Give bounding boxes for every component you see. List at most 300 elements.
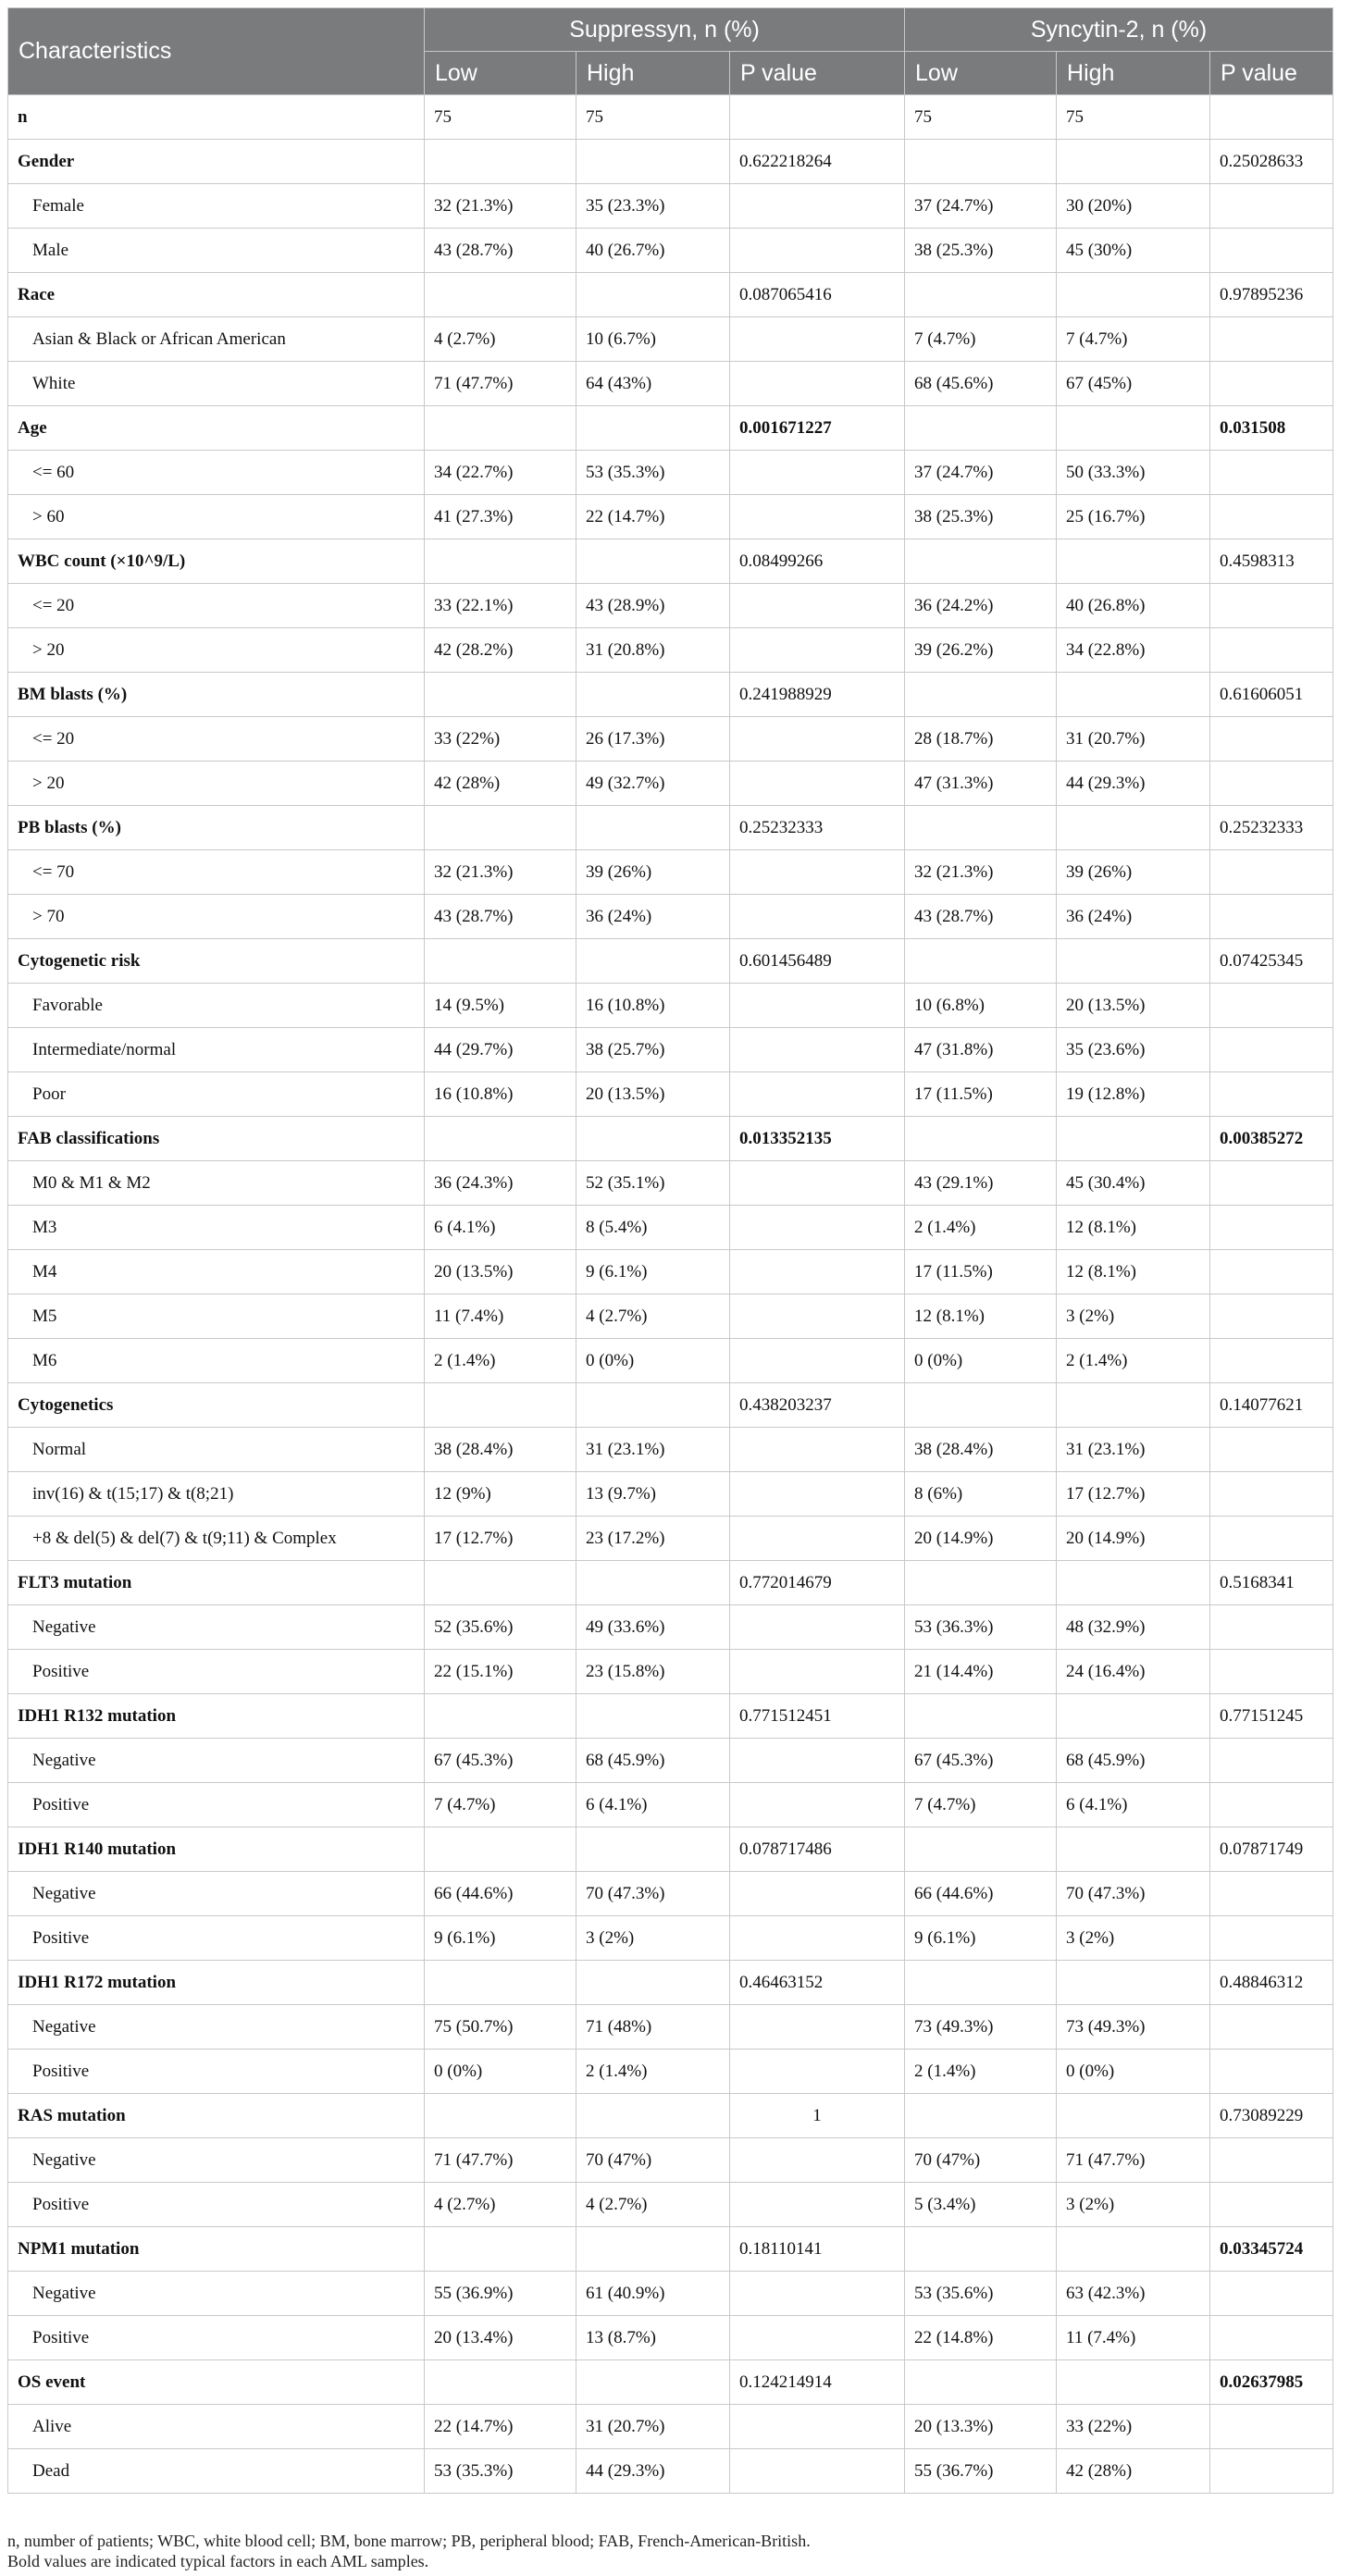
- row-label: FLT3 mutation: [8, 1561, 425, 1605]
- cell-syncytin-2-pvalue: [1210, 95, 1333, 140]
- table-row: [8, 2405, 1333, 2449]
- category-row: [8, 1383, 1333, 1428]
- cell-syncytin-2-pvalue: [1210, 2183, 1333, 2227]
- cell-suppressyn-pvalue: 0.124214914: [730, 2360, 905, 2405]
- cell-syncytin-2-pvalue: [1210, 229, 1333, 273]
- table-row: [8, 1028, 1333, 1072]
- header-syncytin-2-high: High: [1057, 52, 1210, 95]
- cell-suppressyn-high: 40 (26.7%): [576, 229, 730, 273]
- table-row: [8, 584, 1333, 628]
- cell-syncytin-2-low: 43 (29.1%): [905, 1161, 1057, 1206]
- cell-syncytin-2-low: 47 (31.3%): [905, 762, 1057, 806]
- category-row: [8, 273, 1333, 317]
- cell-syncytin-2-low: 47 (31.8%): [905, 1028, 1057, 1072]
- cell-suppressyn-low: [425, 1961, 576, 2005]
- cell-syncytin-2-pvalue: [1210, 451, 1333, 495]
- cell-syncytin-2-pvalue: 0.02637985: [1210, 2360, 1333, 2405]
- cell-syncytin-2-pvalue: 0.73089229: [1210, 2094, 1333, 2138]
- category-row: [8, 939, 1333, 984]
- table-row: [8, 1072, 1333, 1117]
- cell-syncytin-2-low: 66 (44.6%): [905, 1872, 1057, 1916]
- cell-suppressyn-pvalue: 0.001671227: [730, 406, 905, 451]
- cell-suppressyn-low: 55 (36.9%): [425, 2272, 576, 2316]
- cell-syncytin-2-high: 20 (13.5%): [1057, 984, 1210, 1028]
- cell-suppressyn-pvalue: [730, 2005, 905, 2050]
- cell-suppressyn-pvalue: [730, 984, 905, 1028]
- row-label: PB blasts (%): [8, 806, 425, 850]
- cell-suppressyn-pvalue: 0.013352135: [730, 1117, 905, 1161]
- table-row: [8, 184, 1333, 229]
- cell-suppressyn-high: 49 (33.6%): [576, 1605, 730, 1650]
- cell-suppressyn-low: 42 (28%): [425, 762, 576, 806]
- cell-syncytin-2-low: 5 (3.4%): [905, 2183, 1057, 2227]
- cell-syncytin-2-high: 67 (45%): [1057, 362, 1210, 406]
- cell-syncytin-2-pvalue: [1210, 717, 1333, 762]
- row-label: > 60: [8, 495, 425, 539]
- cell-suppressyn-low: 71 (47.7%): [425, 2138, 576, 2183]
- cell-syncytin-2-pvalue: 0.77151245: [1210, 1694, 1333, 1739]
- cell-suppressyn-low: 67 (45.3%): [425, 1739, 576, 1783]
- cell-suppressyn-low: 33 (22%): [425, 717, 576, 762]
- cell-suppressyn-low: 42 (28.2%): [425, 628, 576, 673]
- cell-suppressyn-high: [576, 1827, 730, 1872]
- cell-suppressyn-high: 13 (8.7%): [576, 2316, 730, 2360]
- cell-suppressyn-pvalue: [730, 850, 905, 895]
- row-label: Negative: [8, 2272, 425, 2316]
- cell-syncytin-2-high: 35 (23.6%): [1057, 1028, 1210, 1072]
- row-label: NPM1 mutation: [8, 2227, 425, 2272]
- cell-syncytin-2-low: 39 (26.2%): [905, 628, 1057, 673]
- cell-suppressyn-high: 49 (32.7%): [576, 762, 730, 806]
- cell-syncytin-2-low: 7 (4.7%): [905, 317, 1057, 362]
- cell-suppressyn-low: 17 (12.7%): [425, 1517, 576, 1561]
- cell-suppressyn-high: [576, 1383, 730, 1428]
- row-label: IDH1 R140 mutation: [8, 1827, 425, 1872]
- cell-suppressyn-low: 20 (13.4%): [425, 2316, 576, 2360]
- cell-suppressyn-high: 68 (45.9%): [576, 1739, 730, 1783]
- cell-suppressyn-high: [576, 1694, 730, 1739]
- cell-suppressyn-pvalue: 1: [730, 2094, 905, 2138]
- cell-syncytin-2-high: 31 (23.1%): [1057, 1428, 1210, 1472]
- cell-syncytin-2-pvalue: [1210, 628, 1333, 673]
- cell-syncytin-2-high: 75: [1057, 95, 1210, 140]
- cell-suppressyn-low: 22 (14.7%): [425, 2405, 576, 2449]
- cell-suppressyn-high: 75: [576, 95, 730, 140]
- cell-syncytin-2-low: 38 (25.3%): [905, 229, 1057, 273]
- cell-suppressyn-low: 36 (24.3%): [425, 1161, 576, 1206]
- cell-syncytin-2-high: [1057, 539, 1210, 584]
- cell-syncytin-2-pvalue: 0.00385272: [1210, 1117, 1333, 1161]
- row-label: inv(16) & t(15;17) & t(8;21): [8, 1472, 425, 1517]
- row-label: Poor: [8, 1072, 425, 1117]
- cell-suppressyn-pvalue: [730, 2183, 905, 2227]
- row-label: Favorable: [8, 984, 425, 1028]
- cell-syncytin-2-high: [1057, 939, 1210, 984]
- cell-suppressyn-low: [425, 673, 576, 717]
- table-row: [8, 1339, 1333, 1383]
- category-row: [8, 806, 1333, 850]
- cell-syncytin-2-high: 0 (0%): [1057, 2050, 1210, 2094]
- cell-suppressyn-pvalue: [730, 1206, 905, 1250]
- table-row: [8, 984, 1333, 1028]
- table-row: [8, 2183, 1333, 2227]
- category-row: [8, 673, 1333, 717]
- cell-suppressyn-high: 0 (0%): [576, 1339, 730, 1383]
- cell-suppressyn-low: 32 (21.3%): [425, 184, 576, 229]
- cell-syncytin-2-low: [905, 1383, 1057, 1428]
- cell-syncytin-2-high: 3 (2%): [1057, 1294, 1210, 1339]
- row-label: Cytogenetic risk: [8, 939, 425, 984]
- cell-syncytin-2-low: 0 (0%): [905, 1339, 1057, 1383]
- cell-suppressyn-low: [425, 1383, 576, 1428]
- cell-suppressyn-low: [425, 1827, 576, 1872]
- row-label: <= 70: [8, 850, 425, 895]
- cell-syncytin-2-pvalue: [1210, 1916, 1333, 1961]
- cell-suppressyn-low: [425, 1117, 576, 1161]
- cell-suppressyn-high: 22 (14.7%): [576, 495, 730, 539]
- cell-syncytin-2-high: 2 (1.4%): [1057, 1339, 1210, 1383]
- cell-syncytin-2-low: 17 (11.5%): [905, 1250, 1057, 1294]
- cell-suppressyn-low: 11 (7.4%): [425, 1294, 576, 1339]
- cell-syncytin-2-pvalue: [1210, 850, 1333, 895]
- cell-suppressyn-pvalue: 0.08499266: [730, 539, 905, 584]
- cell-syncytin-2-high: 33 (22%): [1057, 2405, 1210, 2449]
- row-label: <= 20: [8, 584, 425, 628]
- cell-suppressyn-pvalue: 0.771512451: [730, 1694, 905, 1739]
- table-row: [8, 1650, 1333, 1694]
- cell-suppressyn-high: 10 (6.7%): [576, 317, 730, 362]
- cell-syncytin-2-pvalue: 0.14077621: [1210, 1383, 1333, 1428]
- footnote-abbreviations: n, number of patients; WBC, white blood cell; BM, bone marrow; PB, peripheral blood; FAB, French-American-British.: [7, 2532, 811, 2550]
- cell-syncytin-2-high: [1057, 2360, 1210, 2405]
- header-suppressyn-low: Low: [425, 52, 576, 95]
- characteristics-table: [7, 7, 1333, 2494]
- cell-suppressyn-pvalue: 0.772014679: [730, 1561, 905, 1605]
- row-label: Male: [8, 229, 425, 273]
- cell-suppressyn-high: 52 (35.1%): [576, 1161, 730, 1206]
- cell-suppressyn-low: 38 (28.4%): [425, 1428, 576, 1472]
- cell-suppressyn-high: 61 (40.9%): [576, 2272, 730, 2316]
- table-row: [8, 1428, 1333, 1472]
- table-row: [8, 762, 1333, 806]
- header-syncytin-2-low: Low: [905, 52, 1057, 95]
- cell-suppressyn-low: 71 (47.7%): [425, 362, 576, 406]
- category-row: [8, 140, 1333, 184]
- cell-suppressyn-pvalue: [730, 1872, 905, 1916]
- cell-suppressyn-pvalue: 0.622218264: [730, 140, 905, 184]
- cell-syncytin-2-low: 53 (36.3%): [905, 1605, 1057, 1650]
- cell-suppressyn-pvalue: [730, 229, 905, 273]
- row-label: WBC count (×10^9/L): [8, 539, 425, 584]
- row-label: Normal: [8, 1428, 425, 1472]
- cell-syncytin-2-pvalue: [1210, 1250, 1333, 1294]
- row-label: Negative: [8, 2005, 425, 2050]
- cell-suppressyn-low: 43 (28.7%): [425, 229, 576, 273]
- row-label: M0 & M1 & M2: [8, 1161, 425, 1206]
- row-label: Positive: [8, 2050, 425, 2094]
- row-label: Asian & Black or African American: [8, 317, 425, 362]
- row-label: M4: [8, 1250, 425, 1294]
- row-label: OS event: [8, 2360, 425, 2405]
- cell-suppressyn-high: 71 (48%): [576, 2005, 730, 2050]
- cell-syncytin-2-low: 70 (47%): [905, 2138, 1057, 2183]
- cell-syncytin-2-high: 7 (4.7%): [1057, 317, 1210, 362]
- cell-syncytin-2-low: 2 (1.4%): [905, 1206, 1057, 1250]
- category-row: [8, 1827, 1333, 1872]
- cell-suppressyn-high: [576, 1961, 730, 2005]
- cell-syncytin-2-high: 50 (33.3%): [1057, 451, 1210, 495]
- cell-suppressyn-pvalue: [730, 495, 905, 539]
- cell-suppressyn-low: 43 (28.7%): [425, 895, 576, 939]
- cell-syncytin-2-low: 36 (24.2%): [905, 584, 1057, 628]
- cell-suppressyn-low: 12 (9%): [425, 1472, 576, 1517]
- cell-syncytin-2-low: [905, 806, 1057, 850]
- cell-suppressyn-high: 35 (23.3%): [576, 184, 730, 229]
- cell-suppressyn-pvalue: [730, 1916, 905, 1961]
- cell-syncytin-2-low: 2 (1.4%): [905, 2050, 1057, 2094]
- cell-syncytin-2-low: 68 (45.6%): [905, 362, 1057, 406]
- table-row: [8, 1783, 1333, 1827]
- category-row: [8, 1561, 1333, 1605]
- cell-suppressyn-pvalue: [730, 184, 905, 229]
- row-label: Negative: [8, 1872, 425, 1916]
- cell-syncytin-2-low: [905, 1117, 1057, 1161]
- cell-syncytin-2-pvalue: [1210, 762, 1333, 806]
- cell-suppressyn-pvalue: 0.078717486: [730, 1827, 905, 1872]
- category-row: [8, 1961, 1333, 2005]
- cell-syncytin-2-high: [1057, 406, 1210, 451]
- table-row: [8, 451, 1333, 495]
- table-row: [8, 495, 1333, 539]
- cell-syncytin-2-pvalue: [1210, 1294, 1333, 1339]
- cell-syncytin-2-high: 19 (12.8%): [1057, 1072, 1210, 1117]
- cell-syncytin-2-high: 48 (32.9%): [1057, 1605, 1210, 1650]
- table-row: [8, 1605, 1333, 1650]
- cell-suppressyn-high: 38 (25.7%): [576, 1028, 730, 1072]
- table-row: [8, 2050, 1333, 2094]
- cell-syncytin-2-high: [1057, 806, 1210, 850]
- cell-suppressyn-low: [425, 1694, 576, 1739]
- cell-suppressyn-high: 3 (2%): [576, 1916, 730, 1961]
- category-row: [8, 95, 1333, 140]
- table-row: [8, 2449, 1333, 2494]
- cell-syncytin-2-high: 31 (20.7%): [1057, 717, 1210, 762]
- cell-syncytin-2-pvalue: [1210, 2316, 1333, 2360]
- cell-suppressyn-high: 2 (1.4%): [576, 2050, 730, 2094]
- cell-syncytin-2-pvalue: [1210, 1517, 1333, 1561]
- cell-suppressyn-pvalue: [730, 1294, 905, 1339]
- table-footnotes: [7, 2531, 811, 2571]
- cell-syncytin-2-pvalue: [1210, 2272, 1333, 2316]
- cell-suppressyn-low: [425, 140, 576, 184]
- row-label: M3: [8, 1206, 425, 1250]
- table-row: [8, 850, 1333, 895]
- cell-syncytin-2-low: 32 (21.3%): [905, 850, 1057, 895]
- table-row: [8, 2272, 1333, 2316]
- table-row: [8, 229, 1333, 273]
- cell-syncytin-2-low: 43 (28.7%): [905, 895, 1057, 939]
- cell-suppressyn-pvalue: [730, 2050, 905, 2094]
- header-characteristics: Characteristics: [8, 8, 425, 95]
- table-row: [8, 2005, 1333, 2050]
- cell-suppressyn-pvalue: [730, 317, 905, 362]
- cell-suppressyn-high: [576, 273, 730, 317]
- cell-suppressyn-pvalue: [730, 2405, 905, 2449]
- cell-syncytin-2-pvalue: 0.4598313: [1210, 539, 1333, 584]
- cell-suppressyn-pvalue: [730, 1428, 905, 1472]
- header-syncytin-2: Syncytin-2, n (%): [905, 8, 1333, 52]
- cell-suppressyn-pvalue: 0.438203237: [730, 1383, 905, 1428]
- cell-suppressyn-low: 4 (2.7%): [425, 317, 576, 362]
- cell-suppressyn-pvalue: [730, 2449, 905, 2494]
- table-row: [8, 717, 1333, 762]
- cell-suppressyn-pvalue: [730, 1161, 905, 1206]
- category-row: [8, 2094, 1333, 2138]
- cell-syncytin-2-low: 10 (6.8%): [905, 984, 1057, 1028]
- header-suppressyn: Suppressyn, n (%): [425, 8, 905, 52]
- row-label: M5: [8, 1294, 425, 1339]
- cell-syncytin-2-low: 38 (28.4%): [905, 1428, 1057, 1472]
- cell-syncytin-2-high: [1057, 1117, 1210, 1161]
- cell-suppressyn-pvalue: [730, 362, 905, 406]
- row-label: +8 & del(5) & del(7) & t(9;11) & Complex: [8, 1517, 425, 1561]
- cell-syncytin-2-high: [1057, 140, 1210, 184]
- cell-syncytin-2-high: 45 (30%): [1057, 229, 1210, 273]
- cell-syncytin-2-high: [1057, 2227, 1210, 2272]
- cell-suppressyn-low: 14 (9.5%): [425, 984, 576, 1028]
- cell-syncytin-2-low: 38 (25.3%): [905, 495, 1057, 539]
- table-row: [8, 362, 1333, 406]
- cell-syncytin-2-high: 39 (26%): [1057, 850, 1210, 895]
- cell-suppressyn-pvalue: 0.087065416: [730, 273, 905, 317]
- category-row: [8, 539, 1333, 584]
- cell-syncytin-2-high: 73 (49.3%): [1057, 2005, 1210, 2050]
- cell-suppressyn-high: 43 (28.9%): [576, 584, 730, 628]
- table-row: [8, 2316, 1333, 2360]
- row-label: <= 60: [8, 451, 425, 495]
- cell-suppressyn-pvalue: [730, 2316, 905, 2360]
- row-label: BM blasts (%): [8, 673, 425, 717]
- cell-suppressyn-low: 75: [425, 95, 576, 140]
- cell-suppressyn-low: [425, 806, 576, 850]
- cell-syncytin-2-high: 68 (45.9%): [1057, 1739, 1210, 1783]
- cell-syncytin-2-low: 9 (6.1%): [905, 1916, 1057, 1961]
- cell-syncytin-2-pvalue: 0.25028633: [1210, 140, 1333, 184]
- row-label: Intermediate/normal: [8, 1028, 425, 1072]
- cell-suppressyn-low: [425, 2227, 576, 2272]
- cell-suppressyn-high: 64 (43%): [576, 362, 730, 406]
- cell-syncytin-2-low: 17 (11.5%): [905, 1072, 1057, 1117]
- cell-syncytin-2-pvalue: 0.48846312: [1210, 1961, 1333, 2005]
- cell-suppressyn-pvalue: [730, 1339, 905, 1383]
- row-label: IDH1 R132 mutation: [8, 1694, 425, 1739]
- cell-syncytin-2-pvalue: [1210, 1206, 1333, 1250]
- cell-syncytin-2-low: [905, 673, 1057, 717]
- row-label: Race: [8, 273, 425, 317]
- cell-suppressyn-low: 2 (1.4%): [425, 1339, 576, 1383]
- cell-suppressyn-pvalue: [730, 1517, 905, 1561]
- cell-suppressyn-low: 44 (29.7%): [425, 1028, 576, 1072]
- cell-syncytin-2-pvalue: [1210, 495, 1333, 539]
- cell-syncytin-2-low: 8 (6%): [905, 1472, 1057, 1517]
- cell-suppressyn-pvalue: [730, 2272, 905, 2316]
- cell-syncytin-2-pvalue: [1210, 1161, 1333, 1206]
- cell-suppressyn-low: [425, 1561, 576, 1605]
- row-label: Negative: [8, 1605, 425, 1650]
- cell-syncytin-2-high: [1057, 1383, 1210, 1428]
- cell-suppressyn-high: 20 (13.5%): [576, 1072, 730, 1117]
- cell-syncytin-2-high: [1057, 2094, 1210, 2138]
- cell-syncytin-2-low: 12 (8.1%): [905, 1294, 1057, 1339]
- table-row: [8, 1161, 1333, 1206]
- cell-syncytin-2-pvalue: [1210, 1605, 1333, 1650]
- cell-suppressyn-high: 4 (2.7%): [576, 2183, 730, 2227]
- row-label: RAS mutation: [8, 2094, 425, 2138]
- cell-suppressyn-high: 44 (29.3%): [576, 2449, 730, 2494]
- row-label: <= 20: [8, 717, 425, 762]
- cell-syncytin-2-low: [905, 273, 1057, 317]
- cell-suppressyn-low: [425, 539, 576, 584]
- cell-syncytin-2-high: 42 (28%): [1057, 2449, 1210, 2494]
- cell-syncytin-2-low: [905, 2227, 1057, 2272]
- cell-syncytin-2-high: 25 (16.7%): [1057, 495, 1210, 539]
- cell-suppressyn-low: 52 (35.6%): [425, 1605, 576, 1650]
- cell-syncytin-2-high: 36 (24%): [1057, 895, 1210, 939]
- cell-suppressyn-high: 36 (24%): [576, 895, 730, 939]
- table-body: [8, 95, 1333, 2494]
- cell-suppressyn-low: 34 (22.7%): [425, 451, 576, 495]
- cell-syncytin-2-low: 73 (49.3%): [905, 2005, 1057, 2050]
- cell-syncytin-2-pvalue: [1210, 317, 1333, 362]
- category-row: [8, 2360, 1333, 2405]
- cell-syncytin-2-high: [1057, 1827, 1210, 1872]
- cell-syncytin-2-low: 75: [905, 95, 1057, 140]
- cell-suppressyn-low: [425, 2360, 576, 2405]
- cell-suppressyn-pvalue: [730, 1650, 905, 1694]
- cell-syncytin-2-high: 30 (20%): [1057, 184, 1210, 229]
- cell-suppressyn-high: 16 (10.8%): [576, 984, 730, 1028]
- cell-syncytin-2-high: 70 (47.3%): [1057, 1872, 1210, 1916]
- cell-suppressyn-pvalue: 0.241988929: [730, 673, 905, 717]
- cell-syncytin-2-low: 55 (36.7%): [905, 2449, 1057, 2494]
- cell-suppressyn-high: 23 (17.2%): [576, 1517, 730, 1561]
- cell-syncytin-2-low: 53 (35.6%): [905, 2272, 1057, 2316]
- cell-suppressyn-high: [576, 806, 730, 850]
- cell-suppressyn-pvalue: [730, 1250, 905, 1294]
- cell-syncytin-2-high: 20 (14.9%): [1057, 1517, 1210, 1561]
- cell-syncytin-2-pvalue: [1210, 1739, 1333, 1783]
- cell-syncytin-2-high: [1057, 673, 1210, 717]
- cell-suppressyn-low: 32 (21.3%): [425, 850, 576, 895]
- cell-syncytin-2-low: 37 (24.7%): [905, 184, 1057, 229]
- row-label: > 70: [8, 895, 425, 939]
- cell-suppressyn-low: 6 (4.1%): [425, 1206, 576, 1250]
- table-row: [8, 1250, 1333, 1294]
- cell-syncytin-2-pvalue: [1210, 2050, 1333, 2094]
- cell-suppressyn-high: 31 (20.8%): [576, 628, 730, 673]
- category-row: [8, 406, 1333, 451]
- cell-syncytin-2-pvalue: [1210, 984, 1333, 1028]
- cell-syncytin-2-low: [905, 1827, 1057, 1872]
- cell-syncytin-2-high: [1057, 1694, 1210, 1739]
- row-label: Female: [8, 184, 425, 229]
- cell-suppressyn-low: 33 (22.1%): [425, 584, 576, 628]
- cell-syncytin-2-high: 24 (16.4%): [1057, 1650, 1210, 1694]
- cell-suppressyn-low: 9 (6.1%): [425, 1916, 576, 1961]
- cell-syncytin-2-high: [1057, 1561, 1210, 1605]
- row-label: Alive: [8, 2405, 425, 2449]
- cell-suppressyn-pvalue: [730, 1028, 905, 1072]
